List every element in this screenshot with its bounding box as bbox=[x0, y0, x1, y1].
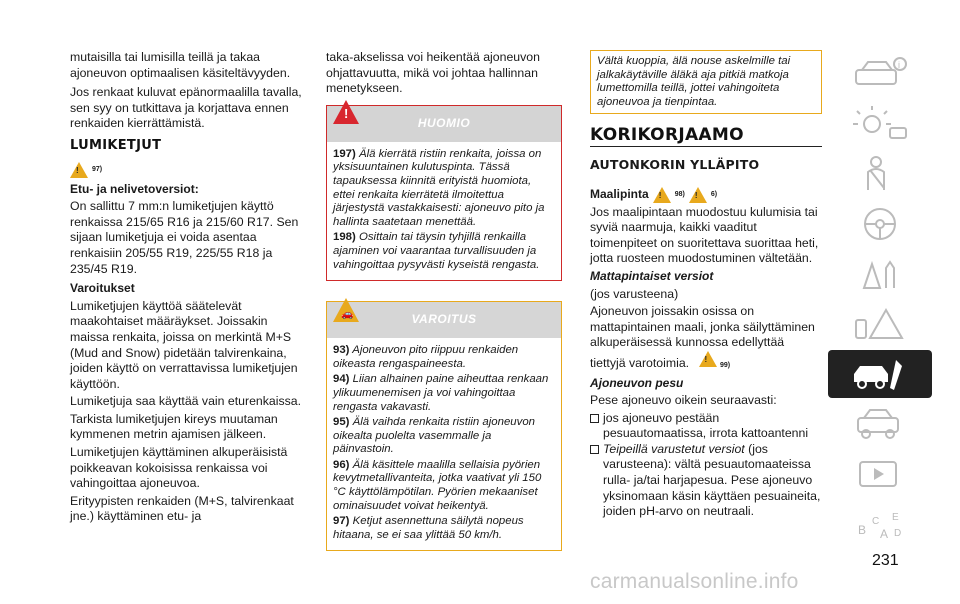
section-heading: AUTONKORIN YLLÄPITO bbox=[590, 156, 760, 172]
warning-triangle-icon: ! bbox=[699, 351, 717, 367]
subheading: Ajoneuvon pesu bbox=[590, 375, 684, 390]
tab-multimedia[interactable] bbox=[828, 450, 932, 498]
list-item-rest: (jos varusteena): vältä pesuautomaateissa rulla- ja/tai harjapesua. Pese ajoneuvo yksinomaan käsin käyttäen pesuaineita, joiden pH-arvo on neutraali. bbox=[603, 441, 821, 519]
warning-box bbox=[326, 301, 562, 551]
subheading: Etu- ja nelivetoversiot: bbox=[70, 181, 199, 196]
warning-item bbox=[333, 373, 553, 414]
car-wrench-icon bbox=[850, 354, 910, 394]
warning-triangle-icon: ! bbox=[653, 187, 671, 203]
column-left bbox=[70, 50, 306, 527]
warning-triangle-icon bbox=[850, 304, 910, 344]
note-title: HUOMIO bbox=[417, 115, 471, 130]
index-abc-icon bbox=[850, 504, 910, 544]
warning-item bbox=[333, 459, 553, 513]
warning-reference bbox=[70, 156, 306, 178]
column-middle bbox=[326, 50, 562, 551]
tab-car-info[interactable] bbox=[828, 50, 932, 98]
tab-driving[interactable] bbox=[828, 200, 932, 248]
paragraph: On sallittu 7 mm:n lumiketjujen käyttö renkaissa 215/65 R16 ja 215/60 R17. Sen sijaan lumiketjuja ei voida asentaa renkaisiin 205/55 R19, 225/55 R18 ja 235/45 R19. bbox=[70, 199, 299, 276]
paragraph: Tarkista lumiketjujen kireys muutaman kymmenen metrin ajamisen jälkeen. bbox=[70, 411, 278, 442]
car-info-icon bbox=[850, 54, 910, 94]
svg-text:E: E bbox=[892, 512, 899, 523]
chapter-sidebar bbox=[828, 50, 936, 550]
car-skid-icon: 🚗 bbox=[333, 298, 359, 322]
list-item bbox=[590, 411, 822, 442]
item-text: Osittain tai täysin tyhjillä renkailla ajaminen voi vaarantaa turvallisuuden ja vahingoittaa pysyvästi kyseistä rengasta. bbox=[333, 231, 540, 271]
svg-text:D: D bbox=[894, 528, 902, 539]
column-right bbox=[590, 50, 822, 520]
tab-maintenance[interactable] bbox=[828, 350, 932, 398]
warning-item bbox=[333, 515, 553, 542]
car-key-icon bbox=[850, 254, 910, 294]
dashboard-lights-icon bbox=[850, 104, 910, 144]
subheading: Mattapintaiset versiot bbox=[590, 268, 714, 283]
paragraph: Lumiketjujen käyttäminen alkuperäisistä poikkeavan kokoisissa renkaissa voi vahingoittaa ajoneuvoa. bbox=[70, 445, 288, 491]
warning-triangle-icon: ! bbox=[70, 162, 88, 178]
note-box-header bbox=[327, 106, 561, 142]
checkbox-bullet-icon bbox=[590, 414, 599, 423]
list-item bbox=[590, 442, 822, 520]
subheading: Maalipinta bbox=[590, 186, 649, 201]
list-item-text bbox=[603, 442, 822, 520]
paragraph: (jos varusteena) bbox=[590, 286, 679, 301]
item-text: Ajoneuvon pito riippuu renkaiden oikeasta rengaspaineesta. bbox=[333, 344, 519, 370]
warning-item bbox=[333, 344, 553, 371]
maalipinta-heading-row bbox=[590, 181, 822, 203]
car-specs-icon bbox=[850, 404, 910, 444]
italic-term: Teipeillä varustetut versiot bbox=[603, 441, 745, 456]
item-text: Älä vaihda renkaita ristiin ajoneuvon oikealta puolelta vasemmalle ja päinvastoin. bbox=[333, 416, 536, 456]
svg-text:i: i bbox=[898, 60, 900, 70]
svg-text:B: B bbox=[858, 523, 867, 537]
tab-specs[interactable] bbox=[828, 400, 932, 448]
warning-triangle-icon: ! bbox=[689, 187, 707, 203]
multimedia-icon bbox=[850, 454, 910, 494]
seatbelt-icon bbox=[850, 154, 910, 194]
item-number: 94) bbox=[333, 373, 350, 386]
note-box bbox=[326, 105, 562, 281]
paragraph: Pese ajoneuvo oikein seuraavasti: bbox=[590, 393, 777, 408]
item-text: Liian alhainen paine aiheuttaa renkaan ylikuumenemisen ja voi vahingoittaa rengasta vakavasti. bbox=[333, 373, 549, 413]
watermark: carmanualsonline.info bbox=[590, 570, 799, 593]
item-number: 198) bbox=[333, 231, 356, 244]
item-text: Ketjut asennettuna säilytä nopeus hitaana, se ei saa ylittää 50 km/h. bbox=[333, 515, 524, 541]
subheading: Varoitukset bbox=[70, 281, 135, 296]
item-text: Älä käsittele maalilla sellaisia pyörien kevytmetallivanteita, jotka vaativat yli 150 °C käyttölämpötilan. Pyörien mekaaniset ominaisuudet voivat heikentyä. bbox=[333, 458, 542, 512]
warning-title: VAROITUS bbox=[411, 312, 477, 327]
chapter-heading: KORIKORJAAMO bbox=[590, 128, 822, 147]
reference-number: 97) bbox=[92, 165, 103, 173]
tab-index[interactable] bbox=[828, 500, 932, 548]
warning-box-header bbox=[327, 302, 561, 338]
page-number: 231 bbox=[872, 552, 899, 569]
tab-dashboard[interactable] bbox=[828, 100, 932, 148]
section-heading-lumiketjut: LUMIKETJUT bbox=[70, 137, 162, 153]
warning-body bbox=[327, 338, 561, 550]
paragraph: Jos renkaat kuluvat epänormaalilla tavalla, sen syy on tutkittava ja korjattava ennen renkaiden kierrättämistä. bbox=[70, 85, 302, 131]
note-item bbox=[333, 148, 553, 230]
list-item-text: jos ajoneuvo pestään pesuautomaatissa, irrota kattoantenni bbox=[603, 410, 809, 441]
paragraph-text: Ajoneuvon joissakin osissa on mattapintainen maali, jonka säilyttäminen alkuperäisessä kunnossa edellyttää tiettyjä varotoimia. bbox=[590, 304, 815, 370]
tip-box: Vältä kuoppia, älä nouse askelmille tai jalkakäytäville äläkä aja pitkiä matkoja lumettomilla teillä, jottei vahingoiteta ajoneuvoa ja tienpintaa. bbox=[590, 50, 822, 114]
paragraph: mutaisilla tai lumisilla teillä ja takaa ajoneuvon optimaalisen käsiteltävyyden. bbox=[70, 50, 291, 80]
reference-number: 99) bbox=[719, 361, 731, 369]
tab-emergency[interactable] bbox=[828, 250, 932, 298]
warning-item bbox=[333, 416, 553, 457]
svg-text:A: A bbox=[880, 527, 889, 541]
item-number: 197) bbox=[333, 147, 356, 160]
paragraph: Erityypisten renkaiden (M+S, talvirenkaat jne.) käyttäminen etu- ja bbox=[70, 493, 294, 524]
paragraph: Lumiketjujen käyttöä säätelevät maakohtaiset määräykset. Joissakin maissa renkaita, joissa on merkintä M+S (Mud and Snow) pidetään talvirenkaina, joiden käyttö on verrattavissa lumiketjujen käyttöön. bbox=[70, 298, 298, 391]
paragraph: Jos maalipintaan muodostuu kulumisia tai syviä naarmuja, kaikki vaaditut toimenpiteet on suoritettava suorittaa heti, jotta ruosteen muodostuminen vältetään. bbox=[590, 204, 819, 266]
note-body bbox=[327, 142, 561, 280]
tab-warnings[interactable] bbox=[828, 300, 932, 348]
danger-triangle-icon: ! bbox=[333, 100, 359, 124]
reference-number: 98) bbox=[674, 190, 685, 198]
item-number: 95) bbox=[333, 416, 350, 429]
checkbox-bullet-icon bbox=[590, 445, 599, 454]
paragraph bbox=[590, 304, 822, 373]
tab-safety[interactable] bbox=[828, 150, 932, 198]
reference-number: 6) bbox=[710, 190, 718, 198]
note-item bbox=[333, 231, 553, 272]
paragraph: taka-akselissa voi heikentää ajoneuvon ohjattavuutta, mikä voi johtaa hallinnan menetykseen. bbox=[326, 50, 540, 96]
item-number: 93) bbox=[333, 344, 350, 357]
item-text: Älä kierrätä ristiin renkaita, joissa on yksisuuntainen kulutuspinta. Tässä tapauksessa kiinnitä erityistä huomiota, ettei renkaita kierrätetä ilmoitettua järjestystä vastakkaisesti: ajoneuvo pito ja hallinta saatetaan menettää. bbox=[333, 147, 545, 228]
item-number: 97) bbox=[333, 515, 350, 528]
item-number: 96) bbox=[333, 458, 350, 471]
steering-wheel-icon bbox=[850, 204, 910, 244]
paragraph: Lumiketjuja saa käyttää vain eturenkaissa. bbox=[70, 394, 302, 409]
svg-text:C: C bbox=[872, 516, 880, 527]
